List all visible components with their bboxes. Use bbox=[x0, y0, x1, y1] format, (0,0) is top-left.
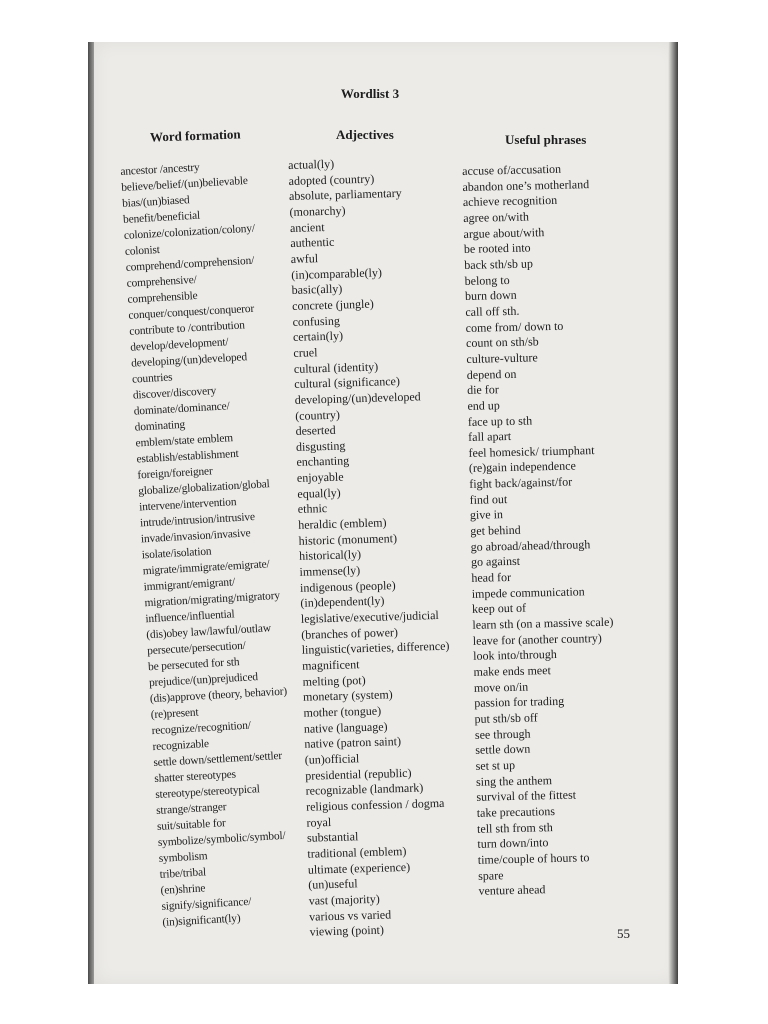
useful-phrase-entry: go abroad/ahead/through bbox=[470, 536, 591, 554]
adjective-entry: confusing bbox=[292, 313, 341, 329]
useful-phrase-entry: burn down bbox=[464, 288, 517, 304]
word-formation-entry: tribe/tribal bbox=[159, 866, 207, 881]
useful-phrase-entry: die for bbox=[466, 382, 499, 398]
adjective-entry: (un)official bbox=[304, 751, 360, 767]
adjective-entry: concrete (jungle) bbox=[291, 296, 374, 313]
useful-phrase-entry: keep out of bbox=[471, 601, 527, 617]
useful-phrase-entry: come from/ down to bbox=[465, 318, 564, 335]
word-formation-entry: strange/stranger bbox=[155, 801, 227, 817]
useful-phrase-entry: call off sth. bbox=[465, 303, 520, 319]
adjective-entry: adopted (country) bbox=[288, 171, 375, 188]
useful-phrase-entry: take precautions bbox=[476, 803, 556, 820]
word-formation-entry: dominating bbox=[134, 418, 186, 434]
word-formation-entry: developing/(un)developed bbox=[130, 351, 248, 370]
useful-phrase-entry: time/couple of hours to bbox=[477, 850, 590, 867]
adjective-entry: linguistic(varieties, difference) bbox=[301, 639, 450, 658]
useful-phrase-entry: fight back/against/for bbox=[469, 474, 573, 492]
word-formation-entry: foreign/foreigner bbox=[137, 465, 213, 482]
page-edge-shadow-right bbox=[668, 42, 678, 984]
word-formation-entry: recognizable bbox=[152, 737, 210, 754]
word-formation-entry: stereotype/stereotypical bbox=[154, 783, 261, 802]
adjective-entry: melting (pot) bbox=[302, 672, 366, 689]
useful-phrase-entry: give in bbox=[469, 507, 504, 523]
word-formation-entry: develop/development/ bbox=[129, 336, 229, 354]
adjective-entry: (un)useful bbox=[308, 876, 358, 892]
useful-phrase-entry: move on/in bbox=[473, 679, 529, 695]
adjective-entry: historical(ly) bbox=[298, 547, 362, 564]
useful-phrase-entry: end up bbox=[467, 398, 500, 413]
useful-phrase-entry: be rooted into bbox=[463, 240, 531, 257]
word-formation-entry: suit/suitable for bbox=[156, 817, 226, 833]
adjectives-column bbox=[288, 154, 458, 941]
adjective-entry: disgusting bbox=[295, 438, 346, 454]
adjective-entry: monetary (system) bbox=[302, 687, 393, 705]
word-formation-entry: believe/belief/(un)believable bbox=[121, 174, 249, 194]
useful-phrase-entry: belong to bbox=[464, 272, 510, 288]
word-formation-entry: recognize/recognition/ bbox=[151, 719, 252, 738]
adjective-entry: ancient bbox=[289, 219, 325, 235]
adjective-entry: ethnic bbox=[297, 501, 328, 517]
useful-phrase-entry: make ends meet bbox=[473, 663, 551, 679]
useful-phrase-entry: learn sth (on a massive scale) bbox=[472, 614, 614, 632]
adjective-entry: (branches of power) bbox=[301, 624, 399, 642]
adjective-entry: substantial bbox=[306, 829, 359, 845]
adjective-entry: cruel bbox=[293, 345, 318, 360]
word-formation-entry: benefit/beneficial bbox=[122, 209, 201, 226]
adjective-entry: heraldic (emblem) bbox=[298, 515, 387, 532]
useful-phrase-entry: find out bbox=[469, 491, 508, 507]
word-formation-entry: colonize/colonization/colony/ bbox=[123, 222, 256, 242]
useful-phrase-entry: abandon one’s motherland bbox=[462, 176, 590, 194]
word-formation-entry: (en)shrine bbox=[160, 882, 206, 897]
useful-phrase-entry: leave for (another country) bbox=[472, 630, 602, 648]
useful-phrase-entry: sing the anthem bbox=[475, 772, 553, 789]
adjective-entry: native (patron saint) bbox=[304, 734, 402, 752]
adjective-entry: cultural (identity) bbox=[293, 359, 379, 376]
adjective-entry: developing/(un)developed bbox=[294, 389, 421, 407]
word-formation-entry: comprehensive/ bbox=[126, 273, 197, 290]
adjective-entry: various vs varied bbox=[308, 906, 392, 924]
adjective-entry: traditional (emblem) bbox=[307, 843, 407, 861]
adjective-entry: (country) bbox=[294, 407, 341, 423]
word-formation-entry: symbolism bbox=[158, 850, 208, 865]
word-formation-entry: dominate/dominance/ bbox=[133, 400, 230, 418]
column-heading-adjectives: Adjectives bbox=[336, 127, 394, 142]
useful-phrase-entry: fall apart bbox=[468, 429, 512, 445]
word-formation-entry: shatter stereotypes bbox=[154, 768, 237, 786]
adjectives-list bbox=[288, 154, 458, 941]
useful-phrases-column bbox=[462, 161, 620, 900]
adjective-entry: basic(ally) bbox=[291, 281, 343, 298]
adjective-entry: indigenous (people) bbox=[299, 577, 396, 595]
column-heading-word-formation: Word formation bbox=[149, 126, 241, 145]
adjective-entry: authentic bbox=[290, 235, 335, 251]
word-formation-entry: (dis)approve (theory, behavior) bbox=[149, 685, 288, 706]
adjective-entry: (in)comparable(ly) bbox=[291, 265, 383, 282]
word-formation-entry: persecute/persecution/ bbox=[146, 639, 246, 658]
useful-phrase-entry: back sth/sb up bbox=[464, 256, 534, 272]
adjective-entry: awful bbox=[290, 251, 319, 266]
useful-phrase-entry: passion for trading bbox=[474, 694, 565, 711]
adjective-entry: viewing (point) bbox=[309, 922, 385, 939]
useful-phrase-entry: culture-vulture bbox=[466, 350, 538, 366]
useful-phrase-entry: face up to sth bbox=[467, 412, 533, 429]
useful-phrase-entry: impede communication bbox=[471, 584, 585, 601]
adjective-entry: religious confession / dogma bbox=[305, 795, 445, 814]
useful-phrase-entry: get behind bbox=[470, 522, 521, 538]
adjective-entry: immense(ly) bbox=[299, 563, 361, 579]
adjective-entry: (monarchy) bbox=[289, 203, 346, 219]
adjective-entry: equal(ly) bbox=[297, 485, 341, 501]
page-number: 55 bbox=[617, 926, 630, 941]
word-formation-entry: be persecuted for sth bbox=[147, 656, 240, 674]
adjective-entry: recognizable (landmark) bbox=[305, 780, 424, 799]
adjective-entry: ultimate (experience) bbox=[307, 859, 411, 877]
useful-phrase-entry: venture ahead bbox=[478, 882, 546, 898]
useful-phrase-entry: tell sth from sth bbox=[476, 819, 553, 836]
word-formation-entry: emblem/state emblem bbox=[135, 432, 234, 450]
useful-phrase-entry: look into/through bbox=[473, 647, 557, 664]
useful-phrase-entry: feel homesick/ triumphant bbox=[468, 442, 595, 460]
word-formation-entry: globalize/globalization/global bbox=[137, 478, 270, 498]
word-formation-entry: isolate/isolation bbox=[141, 545, 212, 562]
adjective-entry: magnificent bbox=[301, 657, 360, 673]
word-formation-entry: intrude/intrusion/intrusive bbox=[139, 511, 256, 530]
word-formation-entry: migrate/immigrate/emigrate/ bbox=[142, 558, 270, 578]
word-formation-entry: prejudice/(un)prejudiced bbox=[148, 671, 259, 690]
useful-phrase-entry: see through bbox=[474, 726, 531, 742]
useful-phrase-entry: agree on/with bbox=[463, 209, 530, 225]
word-formation-entry: comprehensible bbox=[127, 289, 198, 306]
adjective-entry: legislative/executive/judicial bbox=[300, 608, 439, 626]
word-formation-entry: intervene/intervention bbox=[138, 496, 237, 514]
word-formation-entry: countries bbox=[131, 371, 173, 386]
adjective-entry: vast (majority) bbox=[308, 891, 380, 908]
word-formation-entry: (dis)obey law/lawful/outlaw bbox=[146, 622, 272, 642]
word-formation-entry: colonist bbox=[124, 243, 161, 258]
useful-phrase-entry: set st up bbox=[475, 757, 516, 773]
word-formation-entry: migration/migrating/migratory bbox=[144, 589, 281, 610]
word-formation-entry: comprehend/comprehension/ bbox=[125, 254, 255, 274]
useful-phrase-entry: achieve recognition bbox=[462, 193, 558, 210]
word-formation-entry: establish/establishment bbox=[136, 447, 239, 466]
useful-phrase-entry: head for bbox=[471, 570, 512, 585]
word-formation-entry: symbolize/symbolic/symbol/ bbox=[157, 829, 286, 849]
word-formation-entry: signify/significance/ bbox=[161, 895, 252, 913]
useful-phrase-entry: turn down/into bbox=[477, 835, 549, 852]
word-formation-entry: contribute to /contribution bbox=[129, 319, 246, 338]
word-formation-entry: bias/(un)biased bbox=[121, 194, 190, 210]
adjective-entry: royal bbox=[306, 814, 332, 830]
adjective-entry: absolute, parliamentary bbox=[288, 186, 402, 204]
useful-phrase-entry: go against bbox=[470, 554, 521, 570]
useful-phrase-entry: argue about/with bbox=[463, 224, 545, 241]
adjective-entry: presidential (republic) bbox=[305, 765, 412, 783]
adjective-entry: historic (monument) bbox=[298, 530, 398, 548]
useful-phrase-entry: settle down bbox=[475, 741, 531, 758]
page-title: Wordlist 3 bbox=[340, 86, 400, 101]
useful-phrase-entry: (re)gain independence bbox=[468, 458, 576, 476]
useful-phrase-entry: spare bbox=[477, 867, 504, 883]
useful-phrase-entry: accuse of/accusation bbox=[462, 161, 562, 178]
word-formation-entry: settle down/settlement/settler bbox=[153, 749, 283, 770]
word-formation-entry: ancestor /ancestry bbox=[120, 161, 200, 178]
adjective-entry: mother (tongue) bbox=[303, 703, 382, 720]
useful-phrase-entry: survival of the fittest bbox=[476, 787, 577, 805]
useful-phrase-entry: put sth/sb off bbox=[474, 710, 538, 726]
word-formation-entry: discover/discovery bbox=[132, 384, 217, 402]
adjective-entry: certain(ly) bbox=[292, 328, 344, 345]
adjective-entry: enjoyable bbox=[296, 469, 344, 485]
word-formation-entry: conquer/conquest/conqueror bbox=[128, 302, 255, 322]
word-formation-entry: (in)significant(ly) bbox=[162, 912, 241, 929]
column-heading-useful-phrases: Useful phrases bbox=[505, 132, 587, 147]
word-formation-entry: immigrant/emigrant/ bbox=[143, 576, 236, 594]
useful-phrases-list bbox=[462, 161, 620, 900]
useful-phrase-entry: depend on bbox=[466, 366, 517, 382]
useful-phrase-entry: count on sth/sb bbox=[465, 334, 539, 351]
adjective-entry: deserted bbox=[295, 422, 336, 439]
adjective-entry: native (language) bbox=[303, 719, 388, 736]
word-formation-entry: influence/influential bbox=[145, 608, 235, 626]
adjective-entry: cultural (significance) bbox=[294, 374, 401, 392]
word-formation-entry: (re)present bbox=[150, 706, 199, 722]
adjective-entry: enchanting bbox=[296, 453, 350, 470]
word-formation-entry: invade/invasion/invasive bbox=[140, 527, 251, 546]
adjective-entry: (in)dependent(ly) bbox=[300, 593, 385, 611]
adjective-entry: actual(ly) bbox=[288, 156, 335, 172]
